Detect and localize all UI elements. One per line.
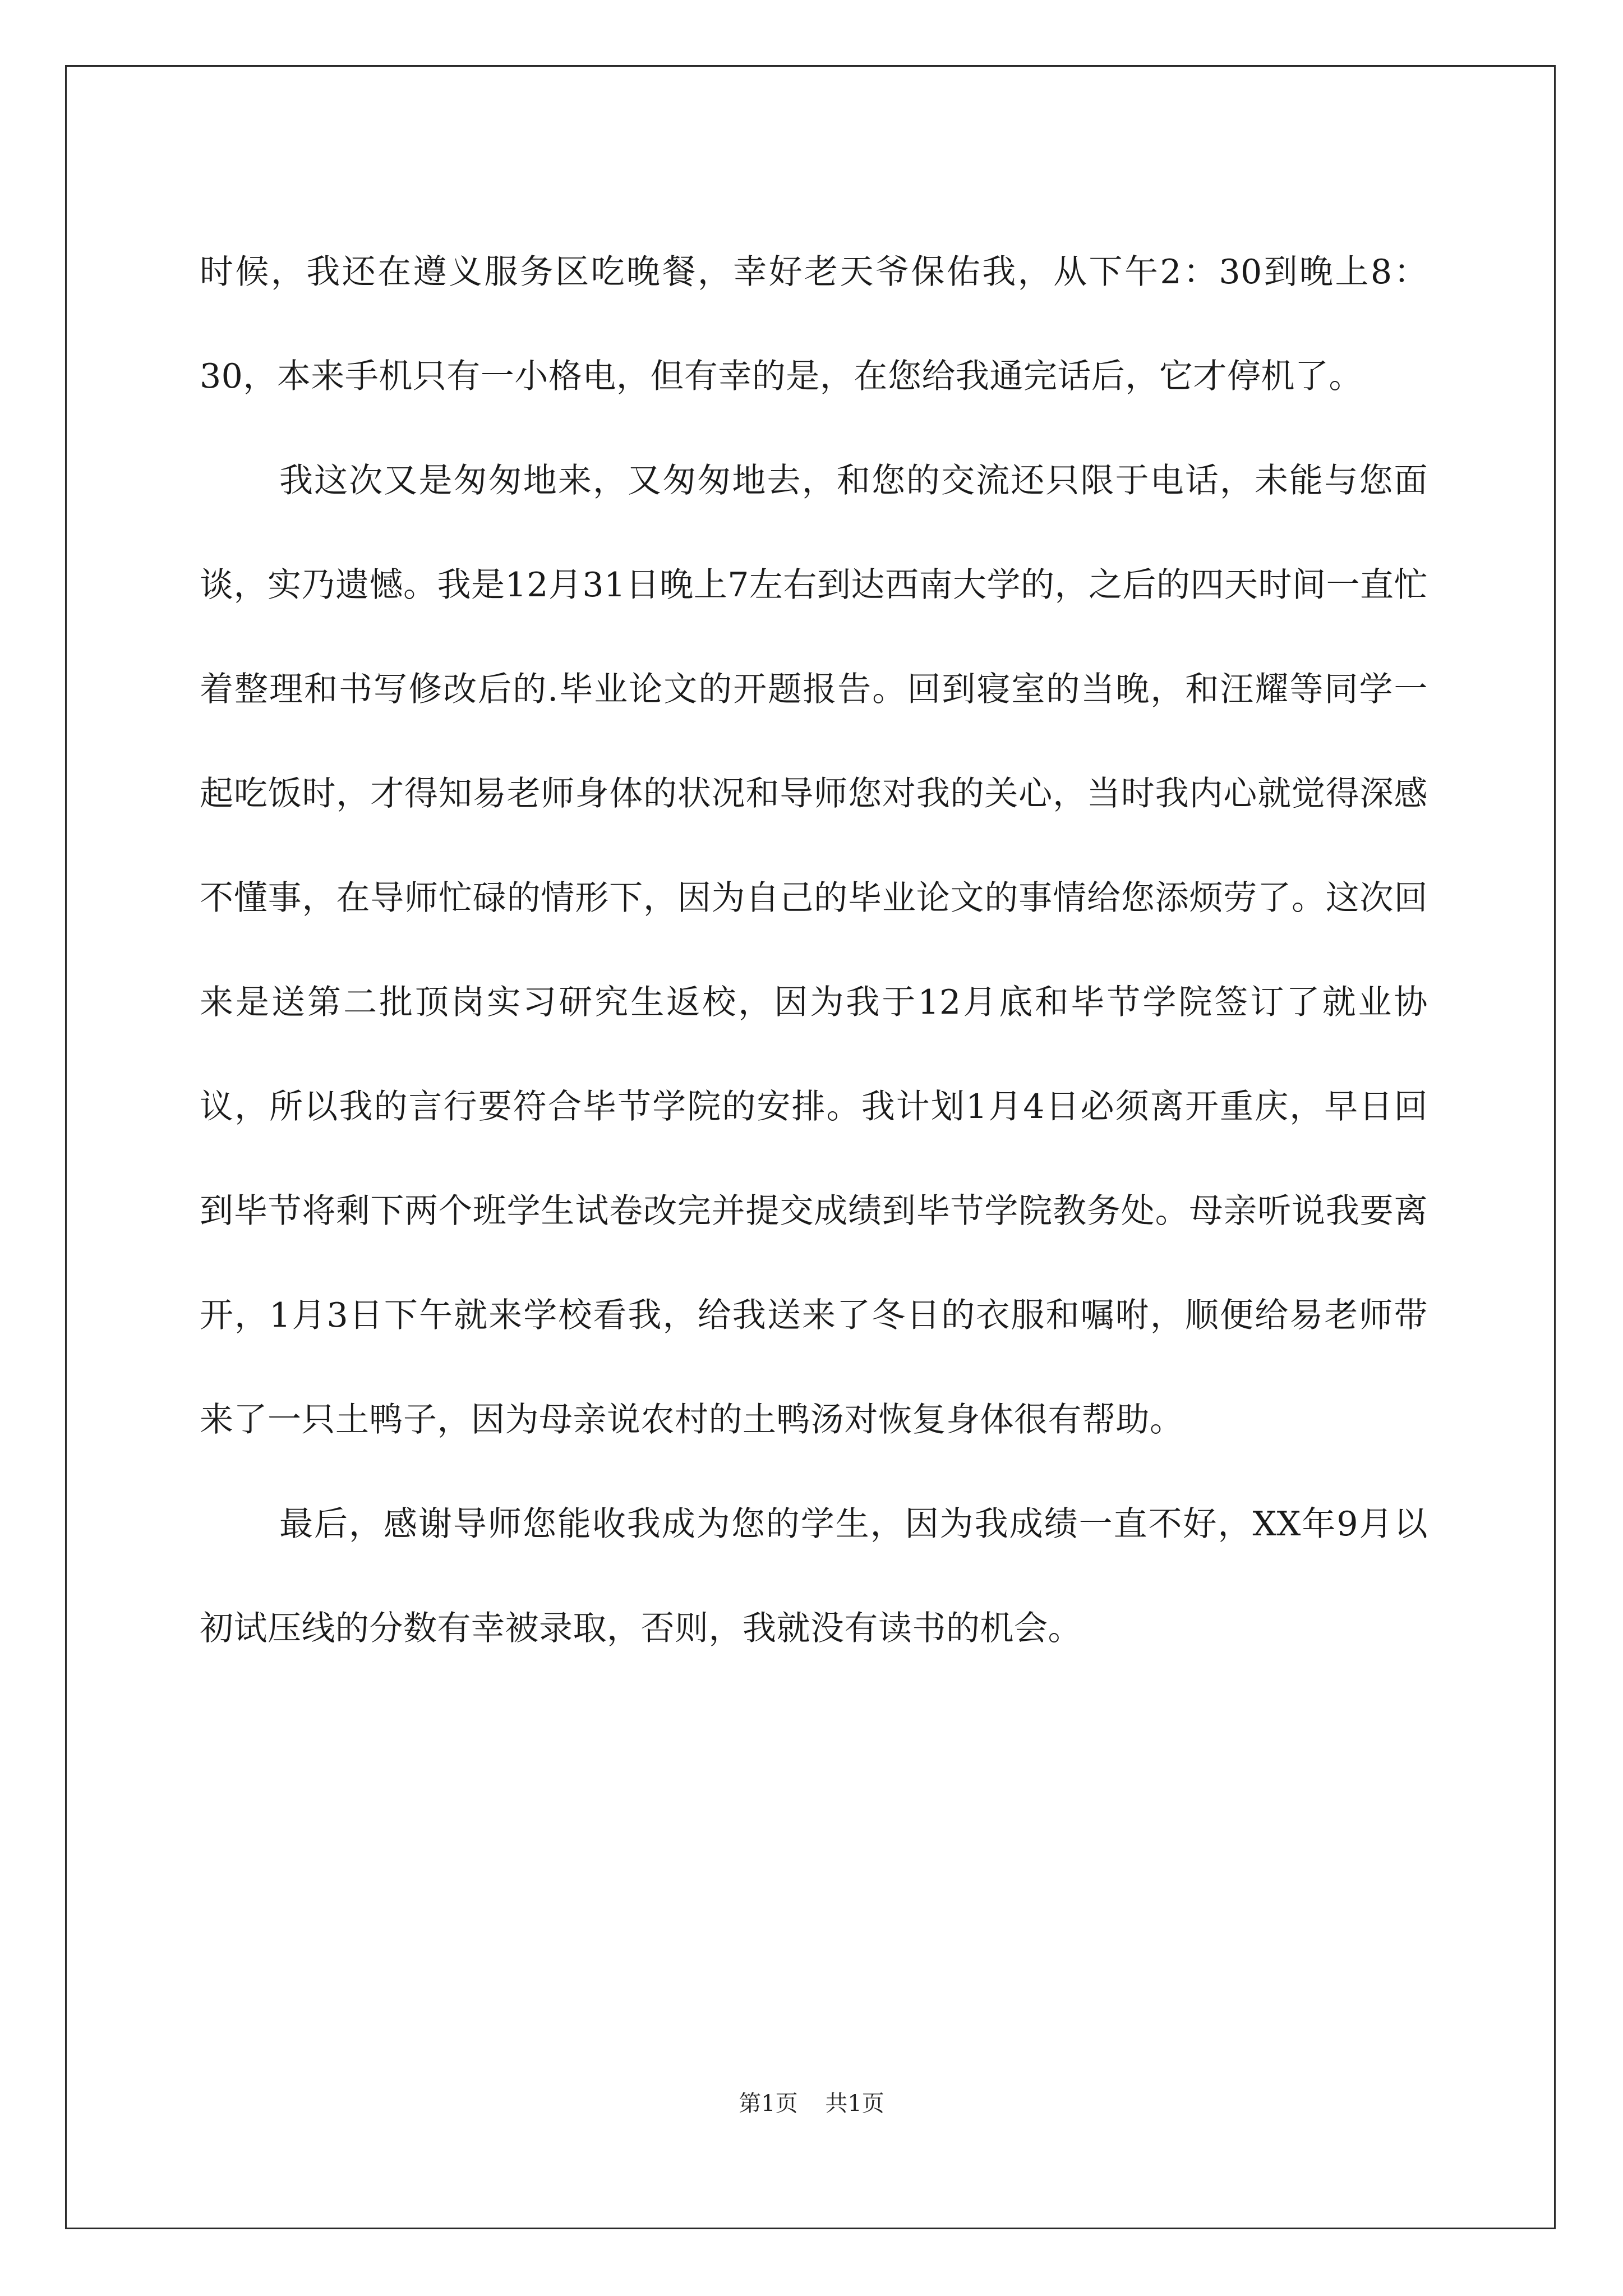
page-number-total: 共1页 [825, 2091, 884, 2116]
page-number-current: 第1页 [739, 2091, 798, 2116]
paragraph-1: 时候，我还在遵义服务区吃晚餐，幸好老天爷保佑我，从下午2：30到晚上8：30，本来手机只有一小格电，但有幸的是，在您给我通完话后，它才停机了。 [200, 252, 1428, 396]
paragraph-3: 最后，感谢导师您能收我成为您的学生，因为我成绩一直不好，XX年9月以初试压线的分数有幸被录取，否则，我就没有读书的机会。 [200, 1504, 1428, 1648]
page-footer [0, 2086, 1623, 2118]
document-body [200, 220, 1428, 1681]
paragraph-2: 我这次又是匆匆地来，又匆匆地去，和您的交流还只限于电话，未能与您面谈，实乃遗憾。我是12月31日晚上7左右到达西南大学的，之后的四天时间一直忙着整理和书写修改后的.毕业论文的开题报告。回到寝室的当晚，和汪耀等同学一起吃饭时，才得知易老师身体的状况和导师您对我的关心，当时我内心就觉得深感不懂事，在导师忙碌的情形下，因为自己的毕业论文的事情给您添烦劳了。这次回来是送第二批顶岗实习研究生返校，因为我于12月底和毕节学院签订了就业协议，所以我的言行要符合毕节学院的安排。我计划1月4日必须离开重庆，早日回到毕节将剩下两个班学生试卷改完并提交成绩到毕节学院教务处。母亲听说我要离开，1月3日下午就来学校看我，给我送来了冬日的衣服和嘱咐，顺便给易老师带来了一只土鸭子，因为母亲说农村的土鸭汤对恢复身体很有帮助。 [200, 461, 1428, 1439]
